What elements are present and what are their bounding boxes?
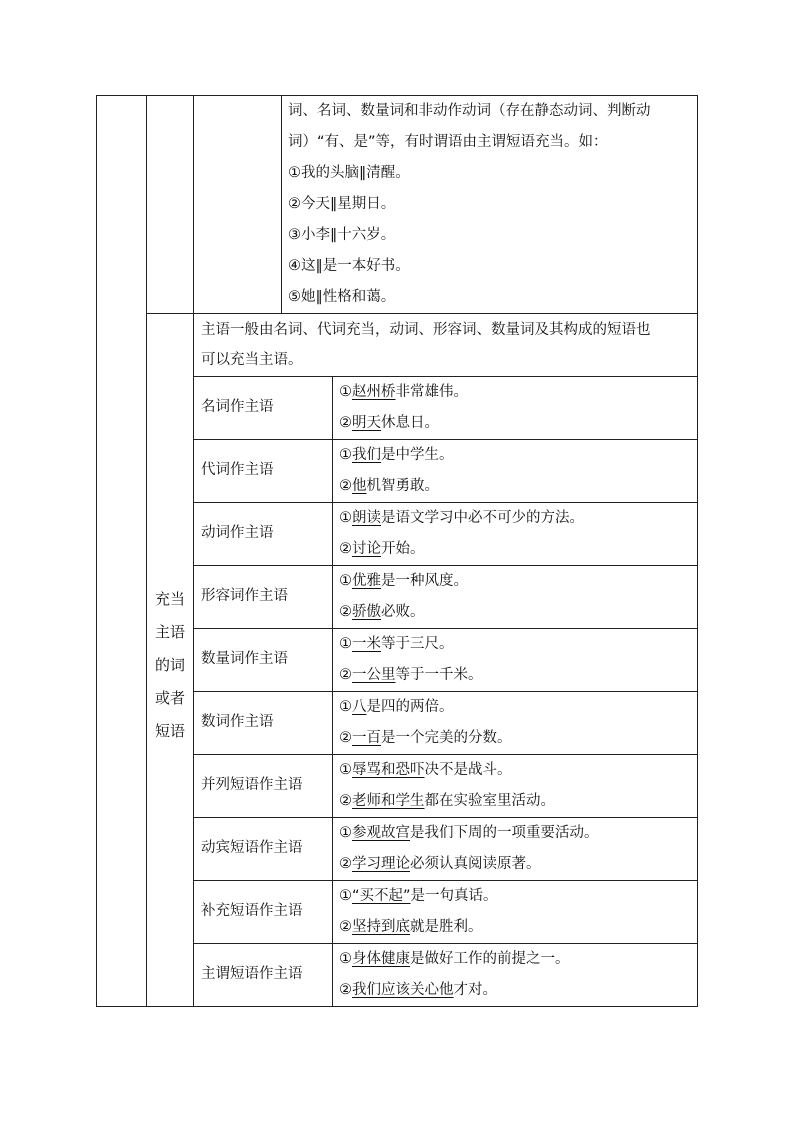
section-label-subject (147, 583, 193, 748)
example-line (339, 377, 468, 408)
example-rest: 是一个完美的分数。 (381, 730, 512, 746)
example-subject-underlined: 一米 (352, 636, 381, 652)
example-rest: 是做好工作的前提之一。 (410, 951, 570, 967)
table-border-section (146, 313, 698, 314)
example-number: ① (339, 825, 352, 841)
example-number: ② (339, 604, 352, 620)
example-subject-underlined: 身体健康 (352, 951, 410, 967)
example-number: ② (339, 982, 352, 998)
example-rest: 等于三尺。 (381, 636, 454, 652)
example-rest: 决不是战斗。 (424, 762, 512, 778)
table-border-col4-top (281, 95, 282, 313)
example-number: ② (339, 919, 352, 935)
example-line (339, 660, 483, 691)
example-number: ② (339, 415, 352, 431)
example-rest: 开始。 (381, 541, 425, 557)
example-line (339, 692, 454, 723)
example-line (339, 912, 483, 943)
subject-type-label: 数量词作主语 (201, 651, 288, 667)
example-subject-underlined: 明天 (352, 415, 381, 431)
example-rest: 必败。 (381, 604, 425, 620)
example-number: ② (339, 478, 352, 494)
example-rest: 休息日。 (381, 415, 439, 431)
example-subject-underlined: 我们 (352, 447, 381, 463)
example-number: ① (339, 762, 352, 778)
example-number: ① (339, 951, 352, 967)
example-line (339, 629, 454, 660)
subject-type-label: 名词作主语 (201, 399, 274, 415)
example-subject-underlined: 讨论 (352, 541, 381, 557)
example-number: ② (339, 541, 352, 557)
example-rest: 都在实验室里活动。 (424, 793, 555, 809)
subject-type-label: 并列短语作主语 (201, 777, 303, 793)
example-rest: 是一句真话。 (410, 888, 498, 904)
top-example: ⑤她‖性格和蔼。 (288, 289, 396, 305)
subject-type-label: 主谓短语作主语 (201, 966, 303, 982)
example-subject-underlined: “买不起” (352, 888, 411, 904)
example-line (339, 818, 599, 849)
table-border-left (96, 95, 97, 1007)
top-example: ②今天‖星期日。 (288, 196, 396, 212)
example-number: ① (339, 573, 352, 589)
subject-type-label: 动词作主语 (201, 525, 274, 541)
section-label-part: 或者 (154, 689, 185, 707)
example-line (339, 471, 439, 502)
example-line (339, 723, 512, 754)
section-label-part: 短语 (154, 722, 185, 740)
example-subject-underlined: 优雅 (352, 573, 381, 589)
example-rest: 是一种风度。 (381, 573, 468, 589)
example-number: ② (339, 667, 352, 683)
example-subject-underlined: 老师和学生 (352, 793, 425, 809)
top-example: ③小李‖十六岁。 (288, 227, 396, 243)
example-number: ② (339, 793, 352, 809)
example-line (339, 408, 439, 439)
section-label-part: 充当 (154, 590, 185, 608)
table-border-col2 (146, 95, 147, 1007)
example-subject-underlined: 辱骂和恐吓 (352, 762, 425, 778)
table-border-col3-top (193, 95, 194, 313)
example-line (339, 755, 512, 786)
example-line (339, 440, 454, 471)
example-number: ② (339, 730, 352, 746)
example-line (339, 881, 498, 912)
section-label-part: 主语 (154, 623, 185, 641)
example-number: ① (339, 636, 352, 652)
example-number: ① (339, 888, 352, 904)
subject-type-label: 补充短语作主语 (201, 903, 303, 919)
example-rest: 才对。 (453, 982, 497, 998)
example-rest: 是我们下周的一项重要活动。 (410, 825, 599, 841)
example-subject-underlined: 学习理论 (352, 856, 410, 872)
example-number: ① (339, 384, 352, 400)
example-rest: 就是胜利。 (410, 919, 483, 935)
example-line (339, 566, 468, 597)
example-rest: 必须认真阅读原著。 (410, 856, 541, 872)
intro-line: 主语一般由名词、代词充当，动词、形容词、数量词及其构成的短语也 (201, 322, 651, 338)
example-subject-underlined: 赵州桥 (352, 384, 396, 400)
subject-type-label: 代词作主语 (201, 462, 274, 478)
example-line (339, 849, 541, 880)
table-border-col3-bottom (193, 313, 194, 1007)
example-subject-underlined: 八 (352, 699, 367, 715)
example-rest: 机智勇敢。 (366, 478, 439, 494)
subject-type-label: 数词作主语 (201, 714, 274, 730)
top-example: ④这‖是一本好书。 (288, 258, 410, 274)
example-line (339, 534, 425, 565)
example-number: ① (339, 699, 352, 715)
example-subject-underlined: 一公里 (352, 667, 396, 683)
example-subject-underlined: 坚持到底 (352, 919, 410, 935)
example-subject-underlined: 朗读 (352, 510, 381, 526)
example-line (339, 975, 497, 1006)
top-text-line: 词）“有、是”等，有时谓语由主谓短语充当。如： (288, 134, 608, 150)
example-rest: 非常雄伟。 (395, 384, 468, 400)
example-rest: 是中学生。 (381, 447, 454, 463)
section-label-part: 的词 (154, 656, 185, 674)
example-rest: 是四的两倍。 (366, 699, 454, 715)
example-line (339, 786, 555, 817)
intro-line: 可以充当主语。 (201, 352, 303, 368)
example-subject-underlined: 他 (352, 478, 367, 494)
example-subject-underlined: 一百 (352, 730, 381, 746)
subject-type-label: 动宾短语作主语 (201, 840, 303, 856)
example-number: ② (339, 856, 352, 872)
example-rest: 等于一千米。 (395, 667, 483, 683)
example-number: ① (339, 510, 352, 526)
example-line (339, 503, 584, 534)
table-border-bottom (96, 1006, 698, 1007)
example-line (339, 597, 425, 628)
example-subject-underlined: 骄傲 (352, 604, 381, 620)
top-text-line: 词、名词、数量词和非动作动词（存在静态动词、判断动 (288, 103, 651, 119)
top-example: ①我的头脑‖清醒。 (288, 165, 410, 181)
example-number: ① (339, 447, 352, 463)
table-border-right (697, 95, 698, 1007)
subject-type-label: 形容词作主语 (201, 588, 288, 604)
example-subject-underlined: 参观故宫 (352, 825, 410, 841)
example-subject-underlined: 我们应该关心他 (352, 982, 454, 998)
example-line (339, 944, 570, 975)
example-rest: 是语文学习中必不可少的方法。 (381, 510, 584, 526)
